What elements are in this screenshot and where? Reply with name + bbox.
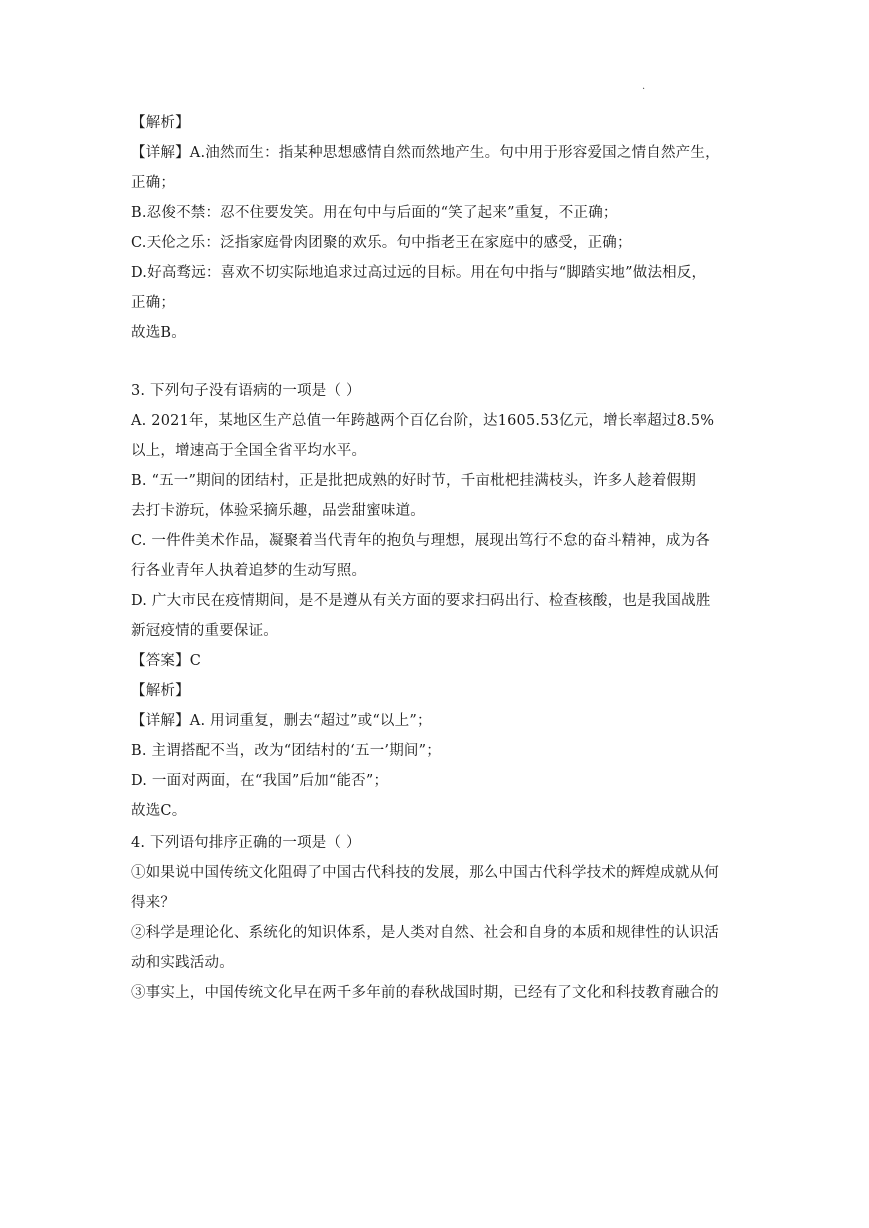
sentence-item-line: ②科学是理论化、系统化的知识体系，是人类对自然、社会和自身的本质和规律性的认识活 xyxy=(131,925,719,941)
analysis-label: 【解析】 xyxy=(131,115,190,131)
explanation-line: D. 一面对两面，在“我国”后加“能否”； xyxy=(131,773,389,789)
option-c-line: C. 一件件美术作品，凝聚着当代青年的抱负与理想，展现出笃行不怠的奋斗精神，成为各 xyxy=(131,533,710,549)
sentence-item-line: ①如果说中国传统文化阻碍了中国古代科技的发展，那么中国古代科学技术的辉煌成就从何 xyxy=(131,865,719,881)
option-b-line: 去打卡游玩，体验采摘乐趣，品尝甜蜜味道。 xyxy=(131,503,425,519)
explanation-line: 正确； xyxy=(131,175,176,191)
page-content xyxy=(131,108,741,1008)
page-mark: · xyxy=(642,84,646,95)
option-b-line: B. “五一”期间的团结村，正是批把成熟的好时节，千亩枇杷挂满枝头，许多人趁着假期 xyxy=(131,473,696,489)
answer-label: 【答案】C xyxy=(131,653,202,669)
explanation-line: 【详解】A. 用词重复，删去“超过”或“以上”； xyxy=(131,713,432,729)
option-d-line: D. 广大市民在疫情期间，是不是遵从有关方面的要求扫码出行、检查核酸，也是我国战胜 xyxy=(131,593,711,609)
sentence-item-line: 动和实践活动。 xyxy=(131,955,234,971)
option-a-line: 以上，增速高于全国全省平均水平。 xyxy=(131,443,367,459)
option-c-line: 行各业青年人执着追梦的生动写照。 xyxy=(131,563,367,579)
explanation-line: C.天伦之乐：泛指家庭骨肉团聚的欢乐。句中指老王在家庭中的感受，正确； xyxy=(131,235,632,251)
sentence-item-line: 得来？ xyxy=(131,895,176,911)
option-a-line: A. 2021年，某地区生产总值一年跨越两个百亿台阶，达1605.53亿元，增长率超过8.5% xyxy=(131,413,715,429)
explanation-line: B.忍俊不禁：忍不住要发笑。用在句中与后面的“笑了起来”重复，不正确； xyxy=(131,205,618,221)
analysis-label: 【解析】 xyxy=(131,683,190,699)
option-d-line: 新冠疫情的重要保证。 xyxy=(131,623,278,639)
section-gap xyxy=(131,348,741,376)
question-3-stem: 3. 下列句子没有语病的一项是（ ） xyxy=(131,383,361,399)
sentence-item-line: ③事实上，中国传统文化早在两千多年前的春秋战国时期，已经有了文化和科技教育融合的 xyxy=(131,985,719,1001)
question-4-stem: 4. 下列语句排序正确的一项是（ ） xyxy=(131,835,361,851)
explanation-line: D.好高骛远：喜欢不切实际地追求过高过远的目标。用在句中指与“脚踏实地”做法相反， xyxy=(131,265,707,281)
explanation-line: 【详解】A.油然而生：指某种思想感情自然而然地产生。句中用于形容爱国之情自然产生， xyxy=(131,145,720,161)
conclusion-line: 故选B。 xyxy=(131,325,186,341)
explanation-line: B. 主谓搭配不当，改为“团结村的‘五一’期间”； xyxy=(131,743,441,759)
explanation-line: 正确； xyxy=(131,295,176,311)
conclusion-line: 故选C。 xyxy=(131,803,187,819)
